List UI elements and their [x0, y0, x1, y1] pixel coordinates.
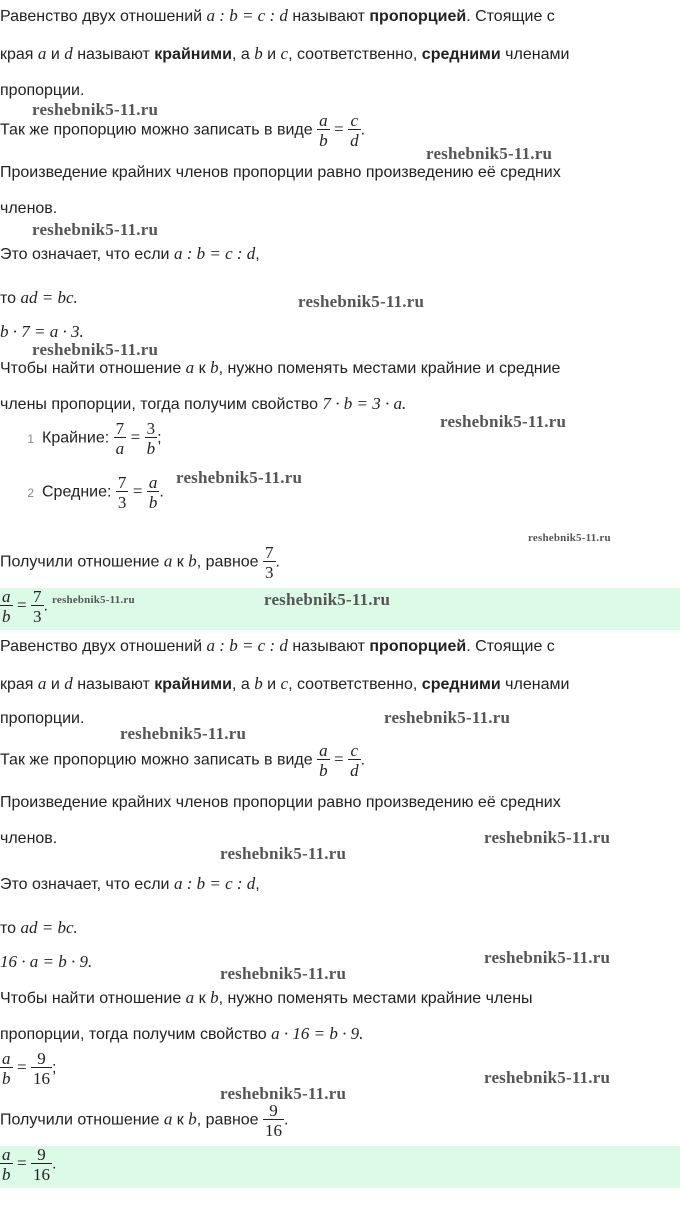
watermark: reshebnik5-11.ru	[484, 948, 611, 967]
p1-result-line: Получили отношение a к b, равное $\frac{7}{3}$ .	[0, 543, 280, 582]
watermark: reshebnik5-11.ru	[440, 412, 567, 431]
p1-product-line1: Произведение крайних членов пропорции равно произведению её средних	[0, 164, 561, 181]
p2-then-line: то ad = bc.	[0, 918, 78, 937]
watermark: reshebnik5-11.ru	[426, 144, 553, 163]
p2-if-line: Это означает, что если a : b = c : d,	[0, 874, 260, 893]
p2-fraction-form: Так же пропорцию можно записать в виде $\frac{a}{b}$ = $\frac{c}{d}$ .	[0, 741, 366, 780]
watermark: reshebnik5-11.ru	[32, 220, 159, 239]
p1-product-line2: членов.	[0, 200, 58, 217]
p1-then-line: то ad = bc.	[0, 288, 78, 307]
p2-result-line: Получили отношение a к b, равное $\frac{9}{16}$ .	[0, 1101, 289, 1140]
p1-find-ratio-line1: Чтобы найти отношение a к b, нужно поменять местами крайние и средние	[0, 358, 561, 377]
p2-find-ratio-line2: пропорции, тогда получим свойство a · 16 = b · 9.	[0, 1024, 364, 1043]
watermark: reshebnik5-11.ru	[484, 828, 611, 847]
p1-if-line: Это означает, что если a : b = c : d,	[0, 244, 260, 263]
p2-answer-box	[0, 1146, 680, 1188]
p2-fraction-equation: $\frac{a}{b}$ = $\frac{9}{16}$ ;	[2, 1049, 57, 1088]
p1-list-item-extremes: 1 Крайние: $\frac{7}{a}$ = $\frac{3}{b}$ ;	[27, 419, 162, 458]
p2-product-line2: членов.	[0, 830, 58, 847]
watermark: reshebnik5-11.ru	[176, 468, 303, 487]
p1-find-ratio-line2: члены пропорции, тогда получим свойство 7 · b = 3 · a.	[0, 394, 407, 413]
p1-equation: b · 7 = a · 3.	[0, 322, 84, 341]
watermark: reshebnik5-11.ru	[220, 1084, 347, 1103]
p1-list-item-means: 2 Средние: $\frac{7}{3}$ = $\frac{a}{b}$ .	[27, 473, 164, 512]
p2-equation: 16 · a = b · 9.	[0, 952, 93, 971]
watermark: reshebnik5-11.ru	[220, 844, 347, 863]
watermark: reshebnik5-11.ru	[32, 340, 159, 359]
p1-answer: $\frac{a}{b}$ = $\frac{7}{3}$ .	[2, 587, 48, 626]
watermark: reshebnik5-11.ru	[384, 708, 511, 727]
watermark: reshebnik5-11.ru	[528, 532, 611, 544]
watermark: reshebnik5-11.ru	[52, 594, 135, 606]
p2-definition-line3: пропорции.	[0, 710, 85, 727]
p2-find-ratio-line1: Чтобы найти отношение a к b, нужно поменять местами крайние члены	[0, 988, 533, 1007]
watermark: reshebnik5-11.ru	[484, 1068, 611, 1087]
watermark: reshebnik5-11.ru	[220, 964, 347, 983]
watermark: reshebnik5-11.ru	[32, 100, 159, 119]
p2-product-line1: Произведение крайних членов пропорции равно произведению её средних	[0, 794, 561, 811]
p1-definition-line3: пропорции.	[0, 82, 85, 99]
p1-definition-line1: Равенство двух отношений a : b = c : d называют пропорцией. Стоящие с	[0, 6, 555, 25]
watermark: reshebnik5-11.ru	[264, 590, 391, 609]
p2-answer: $\frac{a}{b}$ = $\frac{9}{16}$ .	[2, 1145, 57, 1184]
p2-definition-line1: Равенство двух отношений a : b = c : d называют пропорцией. Стоящие с	[0, 636, 555, 655]
p1-definition-line2: края a и d называют крайними, а b и c, соответственно, средними членами	[0, 44, 570, 63]
watermark: reshebnik5-11.ru	[298, 292, 425, 311]
watermark: reshebnik5-11.ru	[120, 724, 247, 743]
p2-definition-line2: края a и d называют крайними, а b и c, соответственно, средними членами	[0, 674, 570, 693]
p1-fraction-form: Так же пропорцию можно записать в виде $\frac{a}{b}$ = $\frac{c}{d}$ .	[0, 111, 366, 150]
